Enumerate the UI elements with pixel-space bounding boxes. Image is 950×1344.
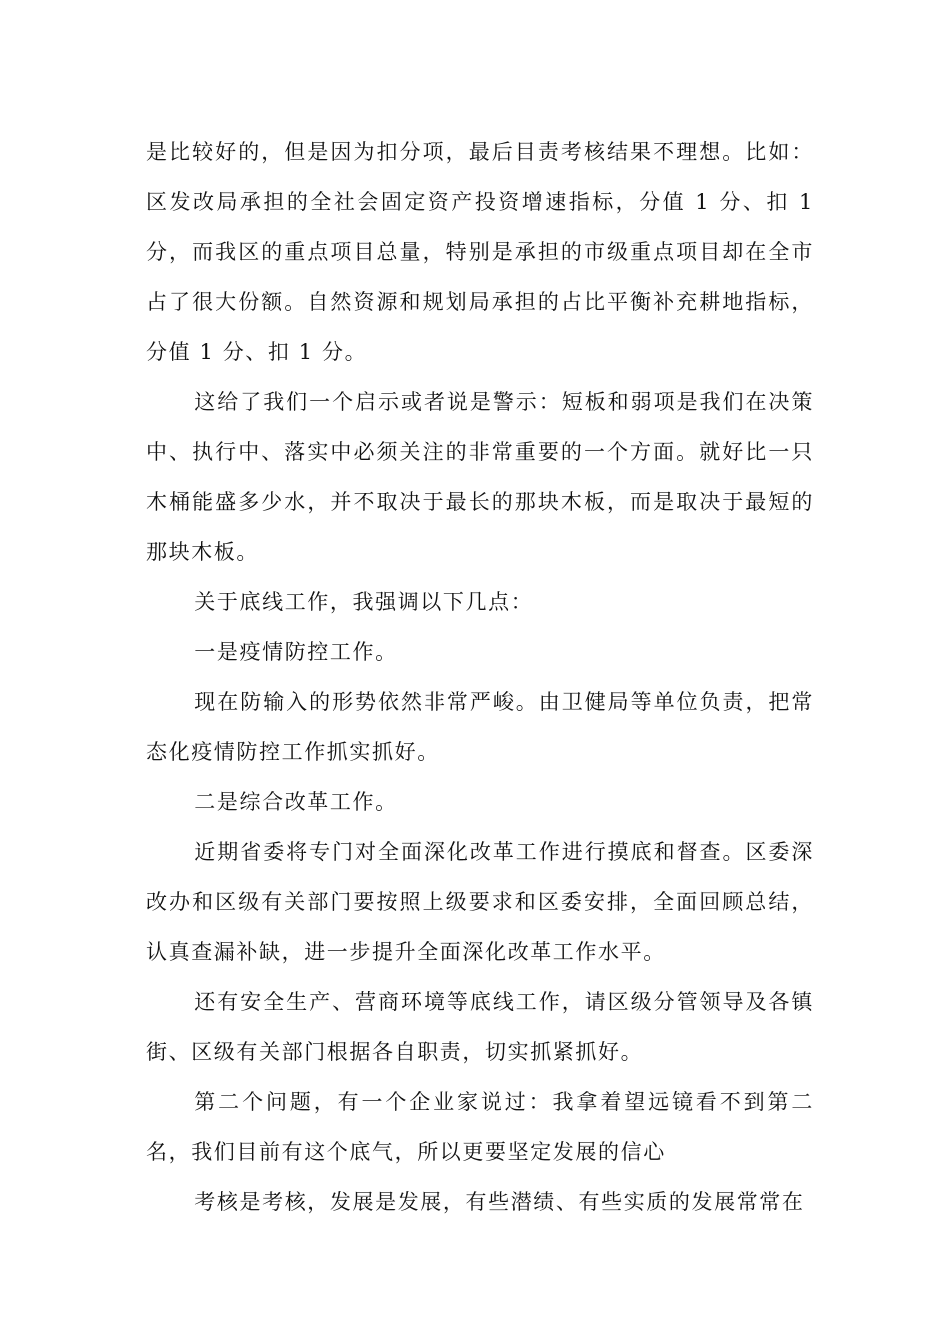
paragraph-3: 关于底线工作，我强调以下几点：: [194, 590, 534, 614]
paragraph-9: 第二个问题，有一个企业家说过：我拿着望远镜看不到第二名，我们目前有这个底气，所以更要坚定发展的信心: [146, 1090, 814, 1164]
paragraph-8: 还有安全生产、营商环境等底线工作，请区级分管领导及各镇街、区级有关部门根据各自职责，切实抓紧抓好。: [146, 990, 814, 1064]
paragraph-6: 二是综合改革工作。: [194, 790, 398, 814]
paragraph-1: 是比较好的，但是因为扣分项，最后目责考核结果不理想。比如：区发改局承担的全社会固定资产投资增速指标，分值 1 分、扣 1 分，而我区的重点项目总量，特别是承担的市级重点项目却在全市占了很大份额。自然资源和规划局承担的占比平衡补充耕地指标，分值 1 分、扣 1 分。: [146, 140, 814, 364]
document-body: [146, 127, 814, 1227]
paragraph-10: 考核是考核，发展是发展，有些潜绩、有些实质的发展常常在: [194, 1190, 805, 1214]
paragraph-2: 这给了我们一个启示或者说是警示：短板和弱项是我们在决策中、执行中、落实中必须关注的非常重要的一个方面。就好比一只木桶能盛多少水，并不取决于最长的那块木板，而是取决于最短的那块木板。: [146, 390, 814, 564]
paragraph-5: 现在防输入的形势依然非常严峻。由卫健局等单位负责，把常态化疫情防控工作抓实抓好。: [146, 690, 814, 764]
paragraph-4: 一是疫情防控工作。: [194, 640, 398, 664]
paragraph-7: 近期省委将专门对全面深化改革工作进行摸底和督查。区委深改办和区级有关部门要按照上级要求和区委安排，全面回顾总结，认真查漏补缺，进一步提升全面深化改革工作水平。: [146, 840, 814, 964]
